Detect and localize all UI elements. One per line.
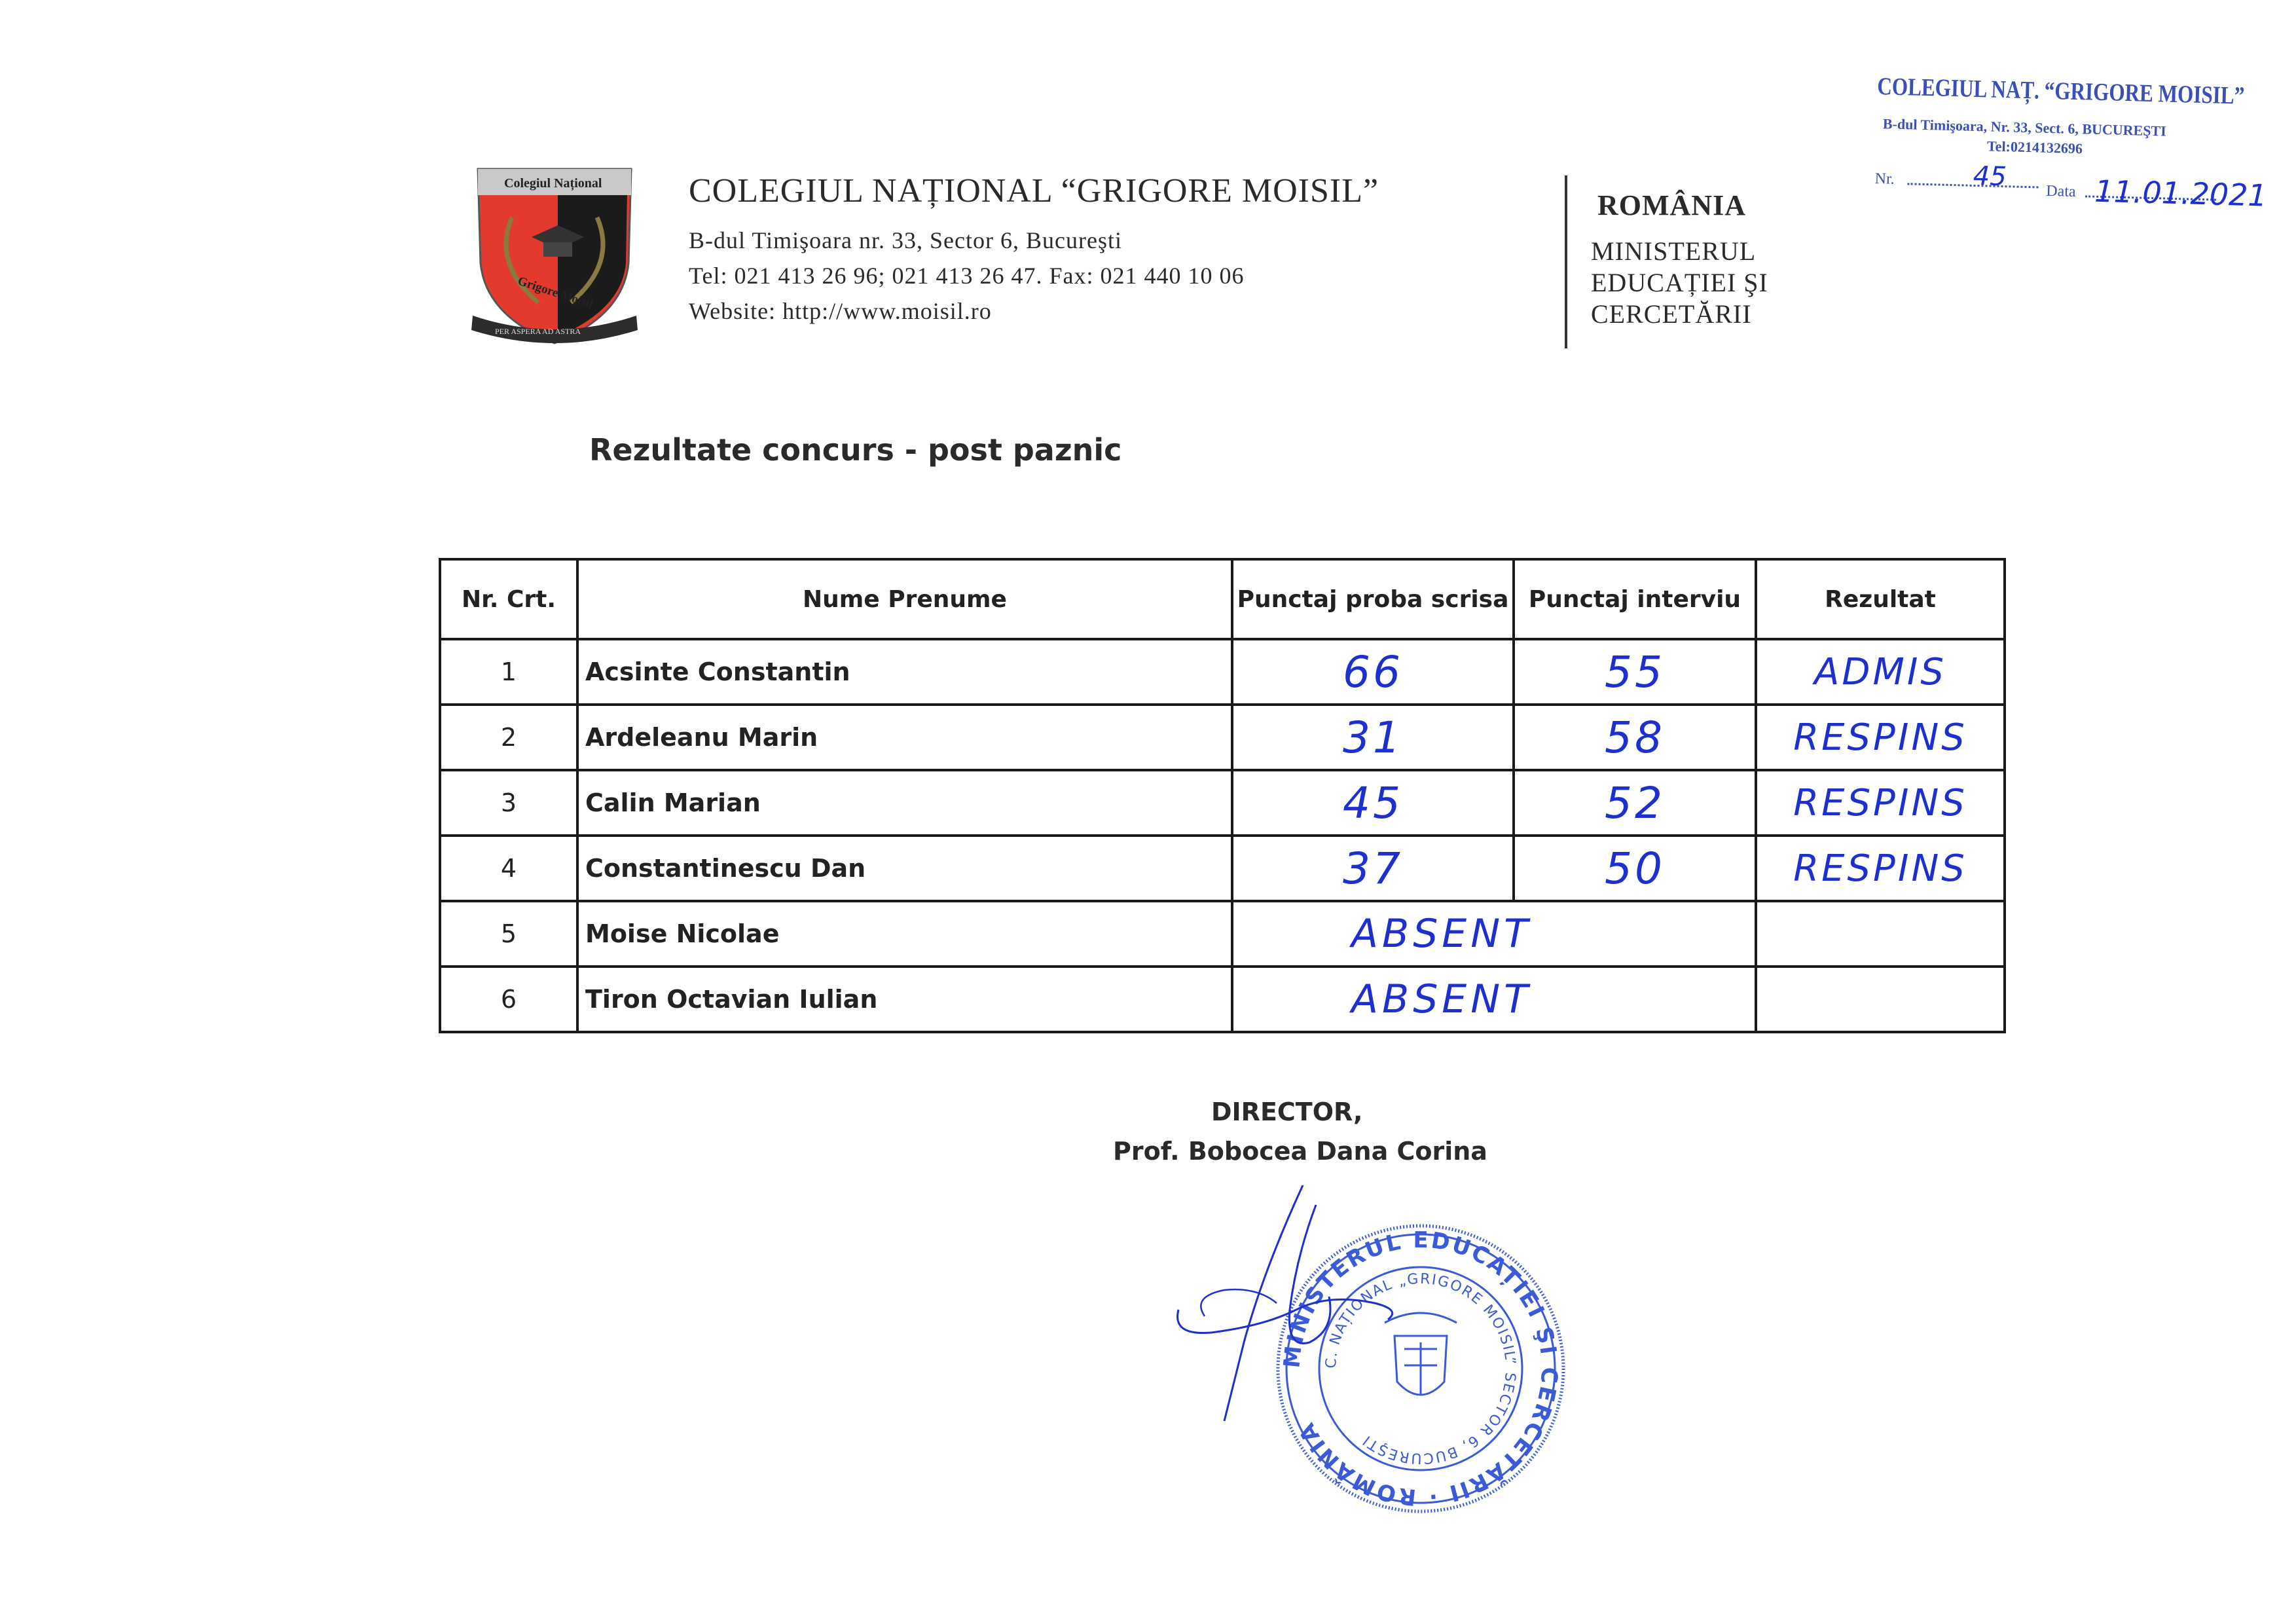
candidate-name: Acsinte Constantin — [577, 639, 1232, 705]
header-nr-crt: Nr. Crt. — [440, 559, 577, 639]
logo-top-text: Colegiul Național — [504, 176, 602, 191]
results-table — [439, 558, 2006, 1033]
candidate-name: Moise Nicolae — [577, 901, 1232, 967]
director-name: Prof. Bobocea Dana Corina — [1113, 1137, 1487, 1166]
result: RESPINS — [1756, 770, 2005, 836]
result-empty — [1756, 967, 2005, 1032]
director-title: DIRECTOR, — [1211, 1098, 1363, 1126]
reg-number-label: Nr. — [1874, 170, 1895, 188]
reg-number-value: 45 — [1973, 160, 2007, 193]
row-number: 3 — [440, 770, 577, 836]
school-logo — [466, 165, 643, 350]
row-number: 5 — [440, 901, 577, 967]
table-row — [440, 836, 2005, 901]
result: RESPINS — [1756, 836, 2005, 901]
candidate-name: Calin Marian — [577, 770, 1232, 836]
institution-phone: Tel: 021 413 26 96; 021 413 26 47. Fax: 021 440 10 06 — [689, 263, 1245, 289]
reg-date-label: Data — [2045, 182, 2076, 200]
table-row — [440, 967, 2005, 1032]
candidate-name: Tiron Octavian Iulian — [577, 967, 1232, 1032]
stamp-outer-text: MINISTERUL EDUCAȚIEI ŞI CERCETĂRII · ROMÂNIA — [1279, 1227, 1563, 1511]
absent-mark: ABSENT — [1232, 901, 1756, 967]
candidate-name: Ardeleanu Marin — [577, 705, 1232, 770]
table-header-row — [440, 559, 2005, 639]
interview-score: 52 — [1514, 770, 1756, 836]
logo-arc-text: Grigore Moisil — [516, 274, 595, 312]
document-title: Rezultate concurs - post paznic — [589, 432, 1122, 468]
interview-score: 58 — [1514, 705, 1756, 770]
row-number: 4 — [440, 836, 577, 901]
interview-score: 55 — [1514, 639, 1756, 705]
row-number: 2 — [440, 705, 577, 770]
result: RESPINS — [1756, 705, 2005, 770]
reg-stamp-address: B-dul Timişoara, Nr. 33, Sect. 6, BUCUREŞTI — [1882, 115, 2167, 139]
ministry-line-3: CERCETĂRII — [1591, 299, 1752, 329]
header-punctaj-interviu: Punctaj interviu — [1514, 559, 1756, 639]
row-number: 1 — [440, 639, 577, 705]
ministry-line-2: EDUCAȚIEI ŞI — [1591, 268, 1768, 297]
written-score: 66 — [1232, 639, 1514, 705]
reg-stamp-phone: Tel:0214132696 — [1986, 138, 2083, 157]
table-row — [440, 901, 2005, 967]
table-row — [440, 770, 2005, 836]
institution-name: COLEGIUL NAȚIONAL “GRIGORE MOISIL” — [689, 172, 1379, 210]
reg-stamp-institution: COLEGIUL NAȚ. “GRIGORE MOISIL” — [1876, 72, 2245, 110]
table-row — [440, 639, 2005, 705]
interview-score: 50 — [1514, 836, 1756, 901]
candidate-name: Constantinescu Dan — [577, 836, 1232, 901]
country-name: ROMÂNIA — [1597, 189, 1746, 221]
header-punctaj-proba-scrisa: Punctaj proba scrisa — [1232, 559, 1514, 639]
row-number: 6 — [440, 967, 577, 1032]
written-score: 45 — [1232, 770, 1514, 836]
header-divider — [1565, 175, 1567, 348]
header-nume-prenume: Nume Prenume — [577, 559, 1232, 639]
written-score: 37 — [1232, 836, 1514, 901]
result: ADMIS — [1756, 639, 2005, 705]
stamp-inner-text: C. NAȚIONAL „GRIGORE MOISIL” SECTOR 6, BUCUREŞTI — [1322, 1270, 1519, 1467]
registration-stamp — [1874, 72, 2268, 232]
result-empty — [1756, 901, 2005, 967]
institution-address: B-dul Timişoara nr. 33, Sector 6, Bucureşti — [689, 227, 1122, 253]
written-score: 31 — [1232, 705, 1514, 770]
reg-date-value: 11.01.2021 — [2094, 173, 2268, 213]
ministry-line-1: MINISTERUL — [1591, 236, 1757, 266]
director-signature — [1165, 1179, 1414, 1428]
institution-website: Website: http://www.moisil.ro — [689, 298, 992, 324]
table-row — [440, 705, 2005, 770]
logo-motto: PER ASPERA AD ASTRA — [495, 327, 581, 336]
absent-mark: ABSENT — [1232, 967, 1756, 1032]
header-rezultat: Rezultat — [1756, 559, 2005, 639]
